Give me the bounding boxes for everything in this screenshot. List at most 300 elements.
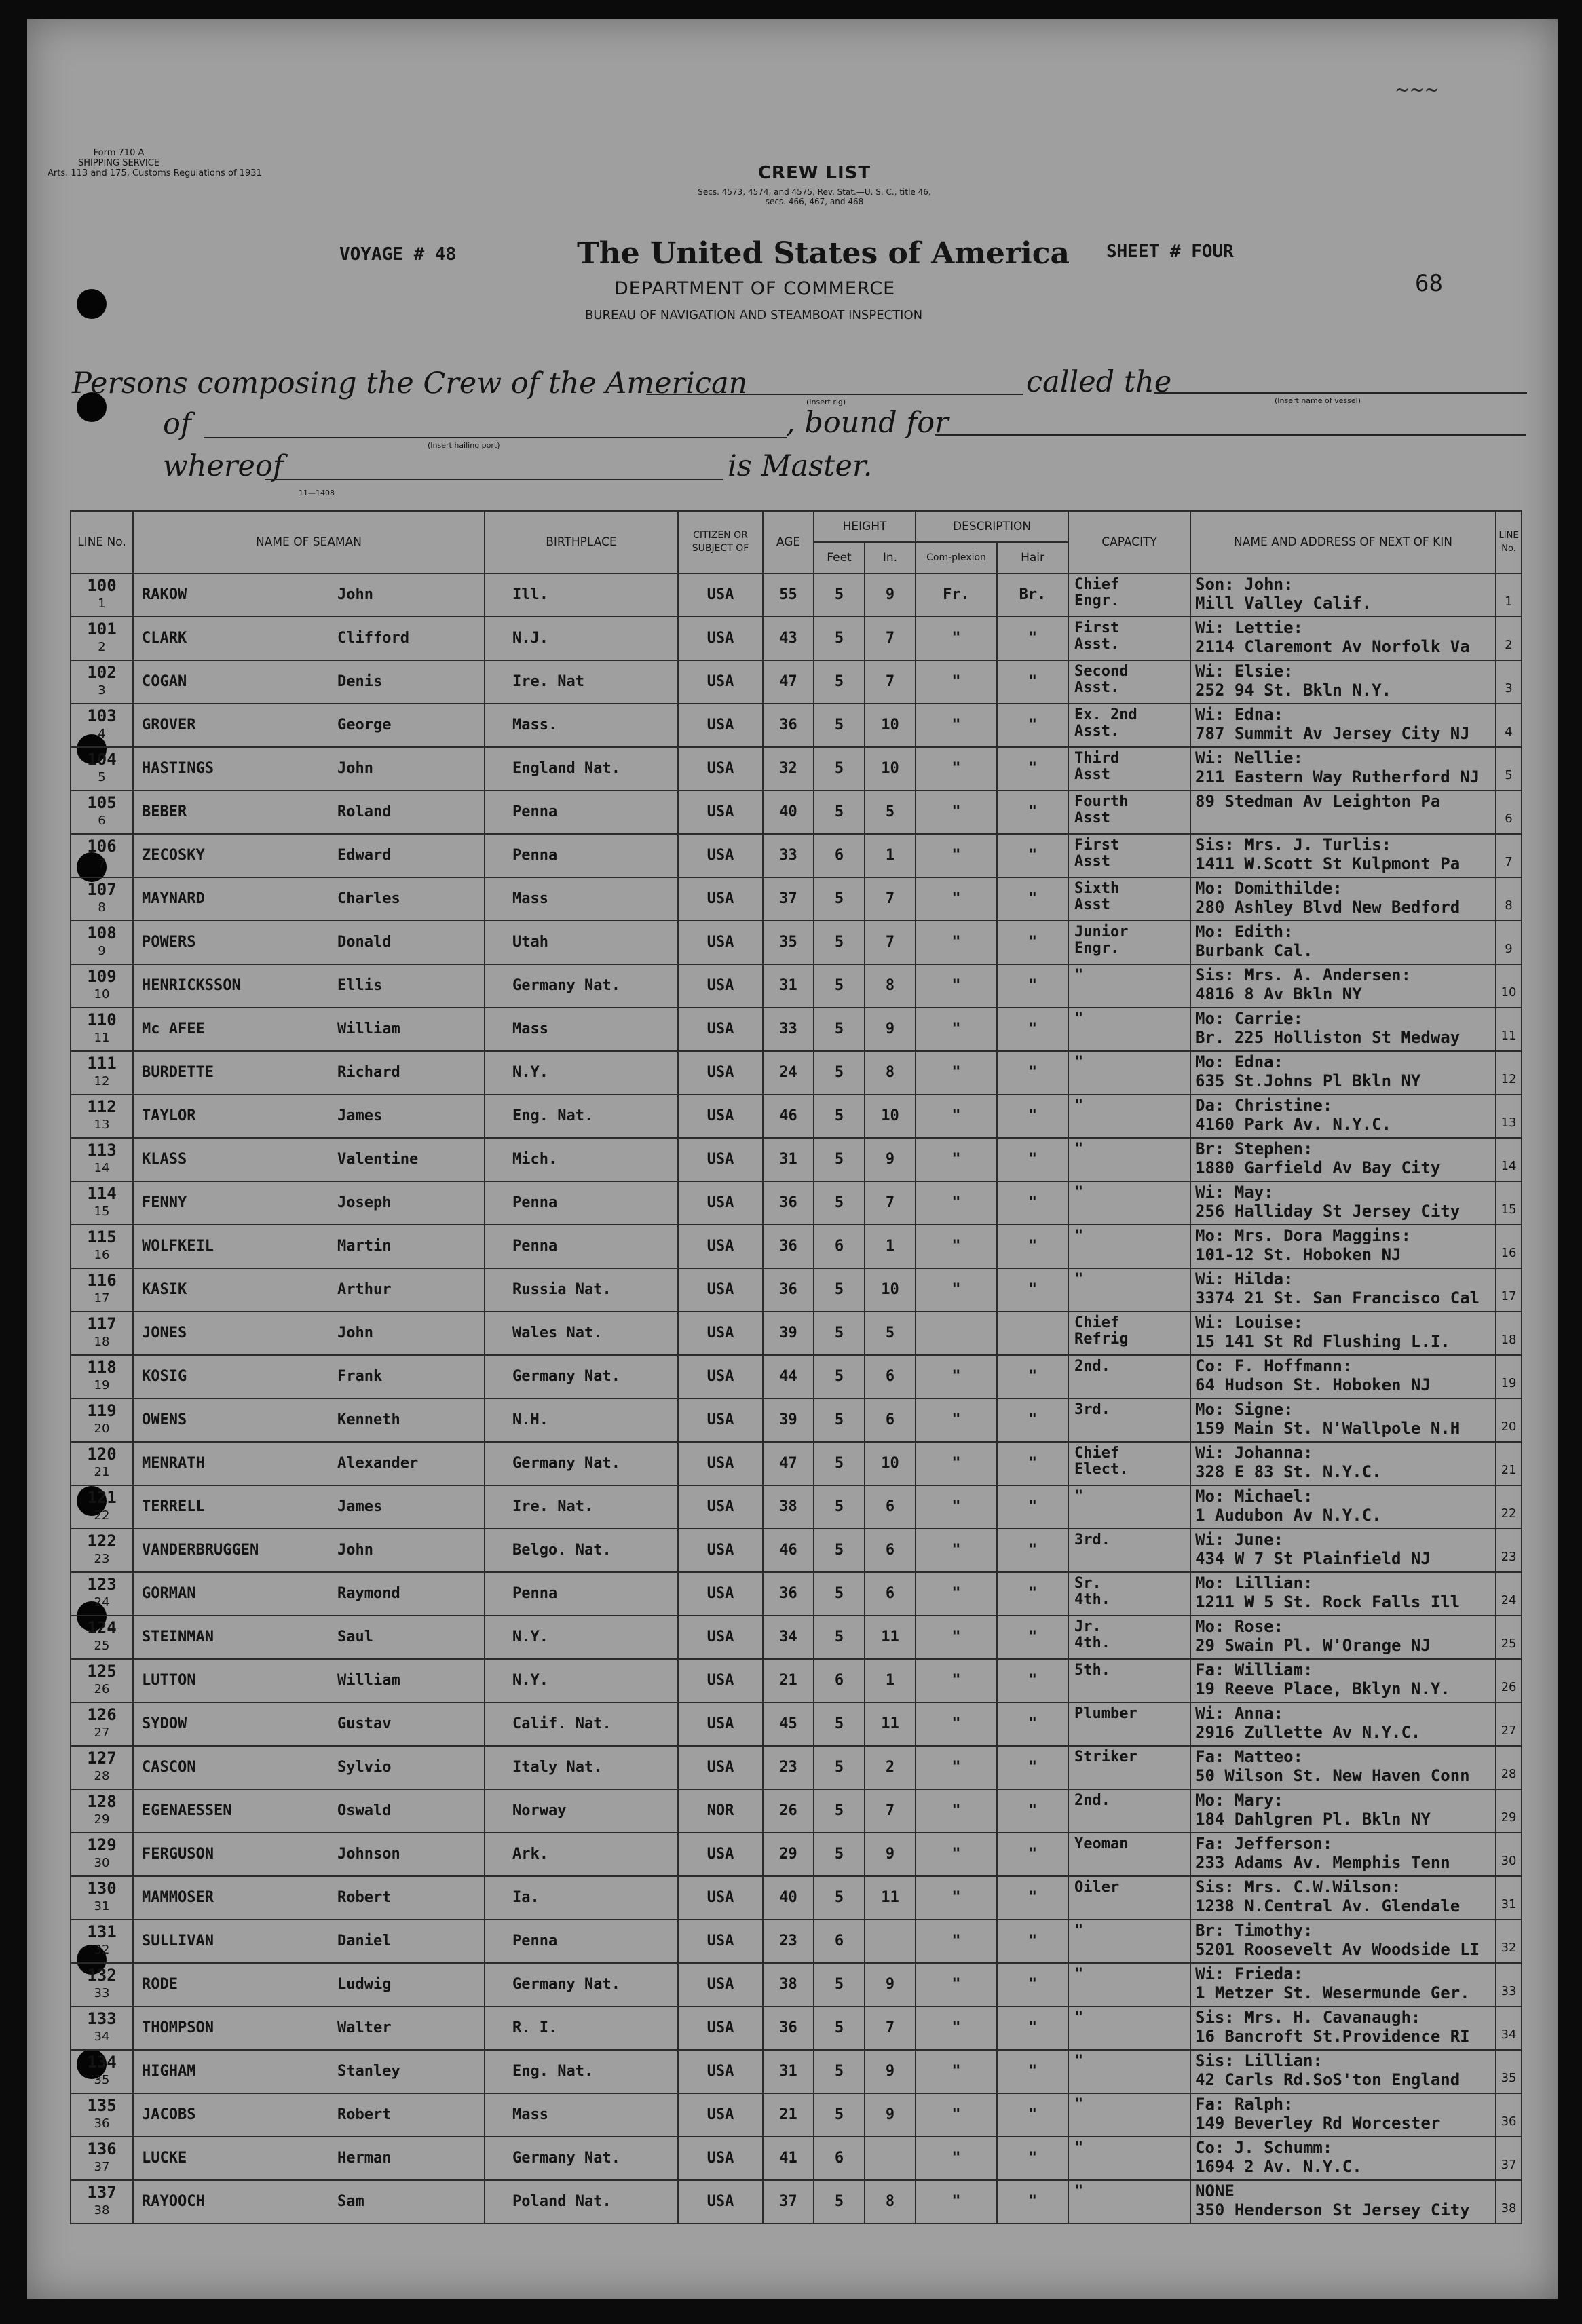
birthplace: R. I. (512, 2019, 558, 2036)
entry-number: 105 (87, 793, 117, 812)
complexion-cell (916, 877, 997, 921)
line-number-cell (71, 1485, 133, 1529)
hair-cell (997, 790, 1068, 834)
seaman-given-name: Raymond (337, 1585, 400, 1602)
hair-cell (997, 1138, 1068, 1181)
hair: " (1028, 1802, 1038, 1819)
line-number-right: 26 (1501, 1680, 1517, 1694)
line-number: 5 (98, 770, 106, 784)
complexion-cell (916, 1485, 997, 1529)
next-of-kin-address: 1 Metzer St. Wesermunde Ger. (1195, 1983, 1470, 2002)
citizenship: USA (707, 1585, 734, 1602)
col-next-of-kin: NAME AND ADDRESS OF NEXT OF KIN (1190, 511, 1496, 573)
height-inches: 7 (885, 890, 895, 907)
age-cell (763, 1442, 814, 1485)
line-number-right-cell (1496, 790, 1522, 834)
birthplace: Poland Nat. (512, 2193, 611, 2210)
feet-cell (814, 1138, 865, 1181)
age: 37 (779, 890, 797, 907)
line-number-right: 9 (1505, 942, 1513, 956)
line-number-right-cell (1496, 1746, 1522, 1789)
seaman-given-name: Robert (337, 1889, 392, 1906)
birthplace: Penna (512, 847, 558, 864)
capacity-cell (1068, 1963, 1190, 2006)
next-of-kin-address: 184 Dahlgren Pl. Bkln NY (1195, 1810, 1431, 1829)
line-number-cell (71, 1746, 133, 1789)
age: 38 (779, 1976, 797, 1993)
height-feet: 5 (834, 1107, 844, 1124)
destination-fill-line (935, 434, 1526, 436)
complexion-cell (916, 1355, 997, 1398)
citizen-cell (678, 1398, 763, 1442)
next-of-kin-cell (1190, 1659, 1496, 1702)
bureau-name: BUREAU OF NAVIGATION AND STEAMBOAT INSPECTION (585, 308, 923, 322)
next-of-kin-cell (1190, 790, 1496, 834)
seaman-given-name: Ludwig (337, 1976, 392, 1993)
preamble-line-1: Persons composing the Crew of the American (72, 366, 748, 400)
line-number-right: 10 (1501, 985, 1517, 999)
birthplace: Eng. Nat. (512, 2063, 594, 2080)
next-of-kin-cell (1190, 704, 1496, 747)
capacity-line-2: Asst (1074, 896, 1111, 913)
next-of-kin-name: Mo: Carrie: (1195, 1009, 1303, 1028)
citizenship: USA (707, 1238, 734, 1255)
citizen-cell (678, 617, 763, 660)
citizen-cell (678, 1008, 763, 1051)
citizen-cell (678, 1833, 763, 1876)
age: 31 (779, 2063, 797, 2080)
next-of-kin-cell (1190, 573, 1496, 617)
age: 36 (779, 717, 797, 734)
citizenship: USA (707, 2019, 734, 2036)
next-of-kin-name: Sis: Mrs. C.W.Wilson: (1195, 1878, 1401, 1897)
birthplace-cell (485, 964, 678, 1008)
line-number-right: 35 (1501, 2071, 1517, 2085)
feet-cell (814, 1051, 865, 1094)
birthplace: N.Y. (512, 1672, 548, 1689)
entry-number: 136 (87, 2139, 117, 2158)
seaman-surname: SULLIVAN (142, 1932, 214, 1949)
age-cell (763, 2050, 814, 2093)
age-cell (763, 1051, 814, 1094)
hair-cell (997, 1268, 1068, 1312)
inches-cell (865, 617, 916, 660)
line-number-right-cell (1496, 834, 1522, 877)
table-row (71, 747, 1522, 790)
complexion-cell (916, 1268, 997, 1312)
inches-cell (865, 790, 916, 834)
next-of-kin-cell (1190, 1008, 1496, 1051)
statute-line-2: secs. 466, 467, and 468 (765, 197, 864, 206)
table-row (71, 704, 1522, 747)
line-number-right-cell (1496, 1616, 1522, 1659)
height-feet: 5 (834, 2063, 844, 2080)
capacity-line-2: Asst. (1074, 636, 1120, 653)
birthplace: Calif. Nat. (512, 1715, 611, 1732)
next-of-kin-name: Br: Stephen: (1195, 1139, 1313, 1158)
table-row (71, 1051, 1522, 1094)
seaman-name-cell (133, 921, 485, 964)
height-inches: 9 (885, 1976, 895, 1993)
citizenship: USA (707, 2150, 734, 2167)
line-number: 25 (94, 1639, 110, 1653)
birthplace-cell (485, 1138, 678, 1181)
seaman-given-name: Saul (337, 1628, 373, 1645)
next-of-kin-address: 29 Swain Pl. W'Orange NJ (1195, 1636, 1431, 1655)
seaman-name-cell (133, 1702, 485, 1746)
feet-cell (814, 573, 865, 617)
complexion: " (952, 673, 961, 690)
line-number-cell (71, 1920, 133, 1963)
citizenship: USA (707, 1151, 734, 1168)
col-complexion: Com-plexion (916, 542, 997, 573)
line-number-right-cell (1496, 1789, 1522, 1833)
height-feet: 5 (834, 673, 844, 690)
hair-cell (997, 1833, 1068, 1876)
form-code: 11—1408 (299, 489, 335, 497)
hair: " (1028, 1628, 1038, 1645)
line-number-right-cell (1496, 1355, 1522, 1398)
seaman-given-name: Joseph (337, 1194, 392, 1211)
feet-cell (814, 1008, 865, 1051)
statute-reference (584, 187, 1045, 206)
seaman-surname: GROVER (142, 717, 196, 734)
feet-cell (814, 1268, 865, 1312)
line-number-right: 15 (1501, 1202, 1517, 1217)
line-number-cell (71, 660, 133, 704)
citizenship: USA (707, 2063, 734, 2080)
table-row (71, 1920, 1522, 1963)
line-number-right: 31 (1501, 1897, 1517, 1911)
crew-table (70, 510, 1522, 2224)
complexion: " (952, 1021, 961, 1037)
rig-fill-line (646, 394, 1023, 395)
hair: " (1028, 934, 1038, 951)
col-name-of-seaman: NAME OF SEAMAN (133, 511, 485, 573)
line-number: 8 (98, 900, 106, 915)
entry-number: 114 (87, 1184, 117, 1203)
col-height: HEIGHT (814, 511, 916, 542)
capacity-cell (1068, 573, 1190, 617)
next-of-kin-cell (1190, 660, 1496, 704)
citizenship: USA (707, 847, 734, 864)
line-number-cell (71, 1833, 133, 1876)
seaman-given-name: Alexander (337, 1455, 419, 1472)
complexion: " (952, 2019, 961, 2036)
next-of-kin-cell (1190, 1138, 1496, 1181)
line-number-right: 7 (1505, 855, 1513, 869)
table-row (71, 2093, 1522, 2137)
line-number-right-cell (1496, 1876, 1522, 1920)
height-feet: 5 (834, 760, 844, 777)
complexion-cell (916, 1051, 997, 1094)
line-number-right: 5 (1505, 768, 1513, 782)
birthplace-cell (485, 1181, 678, 1225)
table-row (71, 2137, 1522, 2180)
seaman-given-name: Denis (337, 673, 383, 690)
complexion: " (952, 1542, 961, 1559)
hair-cell (997, 573, 1068, 617)
next-of-kin-cell (1190, 877, 1496, 921)
next-of-kin-name: Mo: Lillian: (1195, 1574, 1313, 1593)
hair-cell (997, 2006, 1068, 2050)
next-of-kin-name: Son: John: (1195, 575, 1294, 594)
age: 55 (779, 586, 797, 603)
next-of-kin-name: Co: J. Schumm: (1195, 2138, 1333, 2157)
line-number-cell (71, 1398, 133, 1442)
seaman-surname: MAYNARD (142, 890, 205, 907)
capacity-line-1: Yeoman (1074, 1835, 1129, 1852)
line-number-right-cell (1496, 573, 1522, 617)
age: 38 (779, 1498, 797, 1515)
inches-cell (865, 964, 916, 1008)
citizenship: USA (707, 1889, 734, 1906)
seaman-surname: SYDOW (142, 1715, 187, 1732)
next-of-kin-cell (1190, 617, 1496, 660)
age: 37 (779, 2193, 797, 2210)
line-number-right-cell (1496, 1529, 1522, 1572)
citizen-cell (678, 1094, 763, 1138)
line-number: 17 (94, 1291, 110, 1306)
inches-cell (865, 2180, 916, 2224)
complexion-cell (916, 660, 997, 704)
seaman-given-name: James (337, 1498, 383, 1515)
hair: " (1028, 1759, 1038, 1776)
seaman-given-name: Valentine (337, 1151, 419, 1168)
table-row (71, 1268, 1522, 1312)
birthplace-cell (485, 1225, 678, 1268)
seaman-name-cell (133, 1572, 485, 1616)
hair-cell (997, 2050, 1068, 2093)
seaman-given-name: William (337, 1672, 400, 1689)
complexion: " (952, 1281, 961, 1298)
line-number-right-cell (1496, 1051, 1522, 1094)
height-feet: 5 (834, 1715, 844, 1732)
citizen-cell (678, 1312, 763, 1355)
height-inches: 11 (881, 1715, 899, 1732)
table-row (71, 617, 1522, 660)
complexion-cell (916, 964, 997, 1008)
complexion: " (952, 1628, 961, 1645)
seaman-given-name: Roland (337, 803, 392, 820)
next-of-kin-cell (1190, 1398, 1496, 1442)
height-feet: 5 (834, 2193, 844, 2210)
entry-number: 110 (87, 1010, 117, 1029)
birthplace: Ire. Nat (512, 673, 584, 690)
line-number-right: 13 (1501, 1116, 1517, 1130)
age-cell (763, 921, 814, 964)
citizen-cell (678, 1659, 763, 1702)
entry-number: 132 (87, 1966, 117, 1985)
hair-cell (997, 1181, 1068, 1225)
seaman-given-name: Donald (337, 934, 392, 951)
feet-cell (814, 2180, 865, 2224)
seaman-name-cell (133, 964, 485, 1008)
line-number-right: 21 (1501, 1463, 1517, 1477)
inches-cell (865, 1963, 916, 2006)
hair: " (1028, 2150, 1038, 2167)
line-number-right: 17 (1501, 1289, 1517, 1303)
document-title: CREW LIST (757, 163, 871, 183)
line-number-right: 2 (1505, 638, 1513, 652)
line-number-right: 23 (1501, 1550, 1517, 1564)
hair: " (1028, 1585, 1038, 1602)
next-of-kin-cell (1190, 1702, 1496, 1746)
citizenship: USA (707, 1715, 734, 1732)
age-cell (763, 617, 814, 660)
citizen-cell (678, 660, 763, 704)
seaman-name-cell (133, 1138, 485, 1181)
line-number-right-cell (1496, 877, 1522, 921)
line-number-cell (71, 1138, 133, 1181)
age-cell (763, 877, 814, 921)
hair: " (1028, 1194, 1038, 1211)
age: 43 (779, 630, 797, 647)
height-feet: 5 (834, 1498, 844, 1515)
age: 33 (779, 847, 797, 864)
line-number-right-cell (1496, 1094, 1522, 1138)
citizen-cell (678, 834, 763, 877)
citizenship: NOR (707, 1802, 734, 1819)
birthplace: Utah (512, 934, 548, 951)
capacity-line-1: 3rd. (1074, 1531, 1111, 1548)
citizen-cell (678, 921, 763, 964)
line-number-right: 3 (1505, 681, 1513, 696)
next-of-kin-address: 4160 Park Av. N.Y.C. (1195, 1115, 1392, 1134)
height-feet: 5 (834, 1455, 844, 1472)
inches-cell (865, 1529, 916, 1572)
height-inches: 9 (885, 1846, 895, 1863)
complexion-cell (916, 1008, 997, 1051)
birthplace: Germany Nat. (512, 1976, 620, 1993)
birthplace: Russia Nat. (512, 1281, 611, 1298)
line-number: 23 (94, 1552, 110, 1566)
next-of-kin-name: Br: Timothy: (1195, 1921, 1313, 1940)
seaman-surname: JONES (142, 1325, 187, 1341)
capacity-cell (1068, 1094, 1190, 1138)
seaman-surname: RAYOOCH (142, 2193, 205, 2210)
table-row (71, 1702, 1522, 1746)
line-number-cell (71, 1008, 133, 1051)
seaman-given-name: Stanley (337, 2063, 400, 2080)
age: 36 (779, 2019, 797, 2036)
birthplace-cell (485, 1702, 678, 1746)
hair-cell (997, 964, 1068, 1008)
line-number-right-cell (1496, 2137, 1522, 2180)
birthplace-cell (485, 2006, 678, 2050)
capacity-line-1: Ex. 2nd (1074, 706, 1137, 723)
seaman-surname: LUCKE (142, 2150, 187, 2167)
height-feet: 5 (834, 1411, 844, 1428)
seaman-name-cell (133, 704, 485, 747)
citizen-cell (678, 573, 763, 617)
line-number: 2 (98, 640, 106, 654)
seaman-given-name: Frank (337, 1368, 383, 1385)
punch-hole (77, 289, 107, 319)
capacity-line-1: 5th. (1074, 1662, 1111, 1679)
hair-cell (997, 1442, 1068, 1485)
line-number-cell (71, 1355, 133, 1398)
citizen-cell (678, 2180, 763, 2224)
seaman-surname: RAKOW (142, 586, 187, 603)
next-of-kin-address: Burbank Cal. (1195, 941, 1313, 960)
birthplace: Ia. (512, 1889, 540, 1906)
complexion-cell (916, 1138, 997, 1181)
line-number-cell (71, 1659, 133, 1702)
line-number: 20 (94, 1422, 110, 1436)
seaman-given-name: Edward (337, 847, 392, 864)
seaman-surname: STEINMAN (142, 1628, 214, 1645)
seaman-name-cell (133, 1789, 485, 1833)
birthplace-cell (485, 2050, 678, 2093)
age: 46 (779, 1542, 797, 1559)
height-feet: 5 (834, 1846, 844, 1863)
table-row (71, 964, 1522, 1008)
feet-cell (814, 660, 865, 704)
line-number-cell (71, 1442, 133, 1485)
hair: " (1028, 977, 1038, 994)
hair-cell (997, 1398, 1068, 1442)
seaman-surname: MAMMOSER (142, 1889, 214, 1906)
height-inches: 5 (885, 803, 895, 820)
entry-number: 109 (87, 967, 117, 986)
complexion: " (952, 1064, 961, 1081)
next-of-kin-address: Br. 225 Holliston St Medway (1195, 1028, 1461, 1047)
next-of-kin-name: Mo: Domithilde: (1195, 879, 1342, 898)
birthplace: Mich. (512, 1151, 558, 1168)
birthplace-cell (485, 1485, 678, 1529)
complexion-cell (916, 1702, 997, 1746)
next-of-kin-name: Wi: June: (1195, 1530, 1284, 1549)
inches-cell (865, 2050, 916, 2093)
line-number-right-cell (1496, 1833, 1522, 1876)
age-cell (763, 834, 814, 877)
port-fill-line (204, 437, 787, 438)
citizenship: USA (707, 1932, 734, 1949)
line-number-right: 29 (1501, 1810, 1517, 1825)
capacity-cell (1068, 1268, 1190, 1312)
age: 36 (779, 1194, 797, 1211)
seaman-surname: RODE (142, 1976, 178, 1993)
entry-number: 119 (87, 1401, 117, 1420)
inches-cell (865, 1659, 916, 1702)
birthplace: Germany Nat. (512, 2150, 620, 2167)
next-of-kin-name: Sis: Lillian: (1195, 2051, 1323, 2070)
line-number: 38 (94, 2203, 110, 2217)
next-of-kin-address: Mill Valley Calif. (1195, 594, 1372, 613)
birthplace-cell (485, 2180, 678, 2224)
seaman-given-name: Daniel (337, 1932, 392, 1949)
next-of-kin-cell (1190, 1616, 1496, 1659)
birthplace: Mass. (512, 717, 558, 734)
inches-cell (865, 834, 916, 877)
seaman-given-name: George (337, 717, 392, 734)
seaman-name-cell (133, 834, 485, 877)
line-number: 18 (94, 1335, 110, 1349)
next-of-kin-address: 350 Henderson St Jersey City (1195, 2201, 1470, 2220)
birthplace-cell (485, 1920, 678, 1963)
height-feet: 5 (834, 717, 844, 734)
feet-cell (814, 921, 865, 964)
capacity-cell (1068, 790, 1190, 834)
next-of-kin-cell (1190, 1051, 1496, 1094)
line-number-cell (71, 1876, 133, 1920)
line-number-cell (71, 921, 133, 964)
citizen-cell (678, 790, 763, 834)
line-number: 19 (94, 1378, 110, 1392)
line-number: 27 (94, 1726, 110, 1740)
table-row (71, 1876, 1522, 1920)
